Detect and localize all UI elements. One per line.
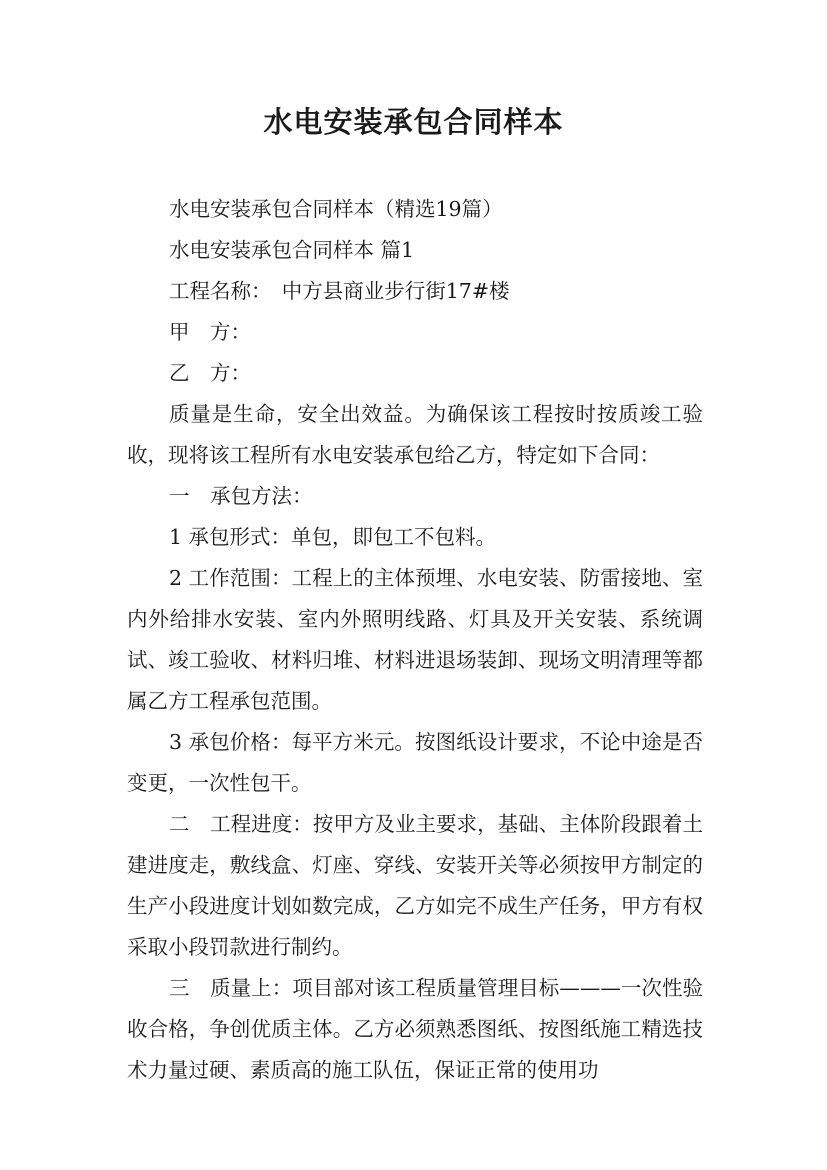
document-body bbox=[127, 189, 703, 1091]
clause-3-quality: 三 质量上：项目部对该工程质量管理目标———一次性验收合格，争创优质主体。乙方必须熟悉图纸、按图纸施工精选技术力量过硬、素质高的施工队伍，保证正常的使用功 bbox=[127, 976, 703, 1082]
subtitle-paragraph: 水电安装承包合同样本（精选19篇） bbox=[169, 197, 503, 221]
project-name-line: 工程名称： 中方县商业步行街17#楼 bbox=[169, 279, 510, 303]
clause-1-1: 1 承包形式：单包，即包工不包料。 bbox=[169, 525, 497, 549]
clause-2-progress: 二 工程进度：按甲方及业主要求，基础、主体阶段跟着土建进度走，敷线盒、灯座、穿线、安装开关等必须按甲方制定的生产小段进度计划如数完成，乙方如完不成生产任务，甲方有权采取小段罚款进行制约。 bbox=[127, 812, 703, 959]
party-b-line: 乙 方： bbox=[169, 361, 251, 385]
section-heading: 水电安装承包合同样本 篇1 bbox=[169, 238, 415, 262]
party-a-line: 甲 方： bbox=[169, 320, 251, 344]
intro-paragraph: 质量是生命，安全出效益。为确保该工程按时按质竣工验收，现将该工程所有水电安装承包给乙方，特定如下合同： bbox=[127, 402, 703, 467]
clause-1-3: 3 承包价格：每平方米元。按图纸设计要求，不论中途是否变更，一次性包干。 bbox=[127, 730, 703, 795]
clause-1-2: 2 工作范围：工程上的主体预埋、水电安装、防雷接地、室内外给排水安装、室内外照明线路、灯具及开关安装、系统调试、竣工验收、材料归堆、材料进退场装卸、现场文明清理等都属乙方工程承包范围。 bbox=[127, 566, 703, 713]
clause-heading-1: 一 承包方法： bbox=[169, 484, 313, 508]
document-title: 水电安装承包合同样本 bbox=[263, 105, 564, 139]
